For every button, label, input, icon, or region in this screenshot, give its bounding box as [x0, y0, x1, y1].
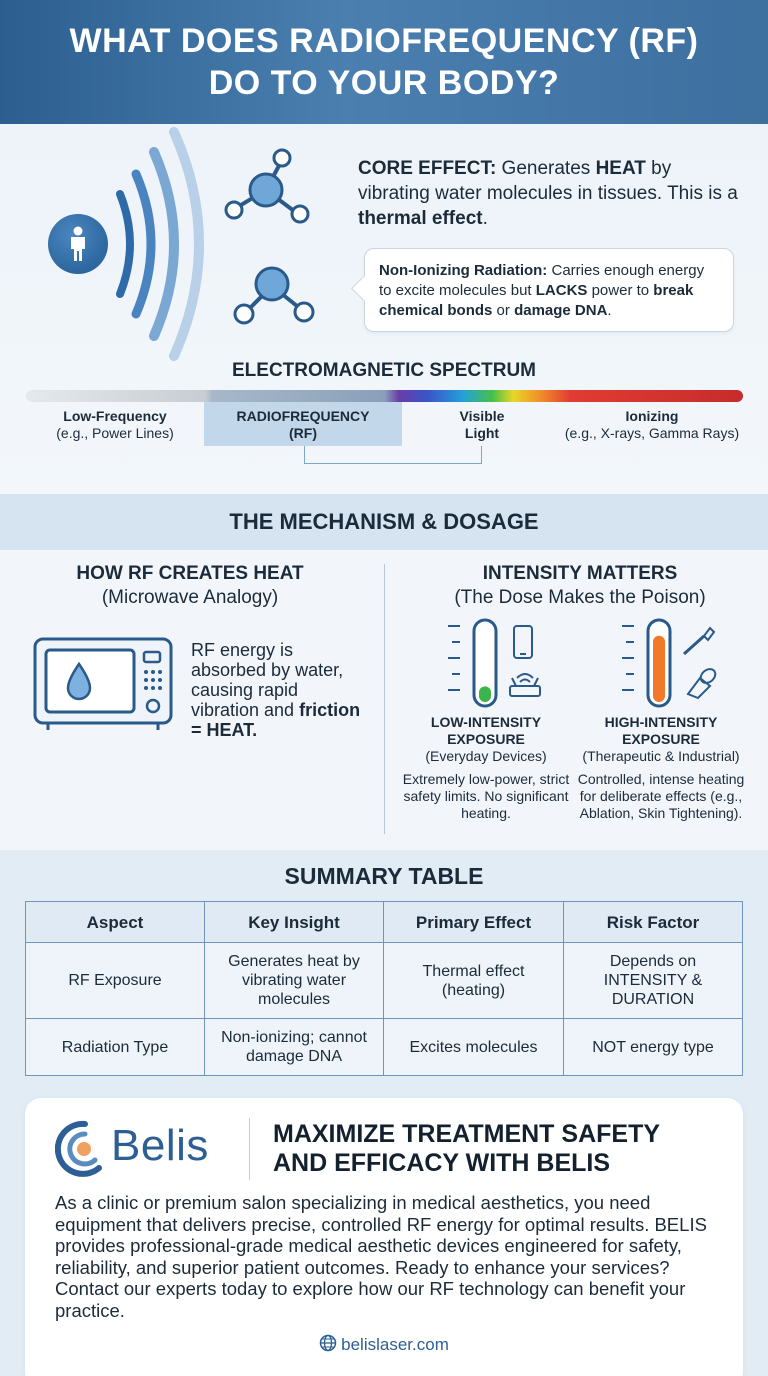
table-row: [26, 1019, 743, 1076]
table-cell: Radiation Type: [26, 1019, 205, 1076]
title-line-1: WHAT DOES RADIOFREQUENCY (RF): [69, 22, 699, 60]
medical-probe-icon: [680, 624, 720, 658]
phone-icon: [512, 624, 534, 660]
spectrum-title: ELECTROMAGNETIC SPECTRUM: [232, 360, 536, 381]
summary-section: [0, 850, 768, 1096]
table-cell: Excites molecules: [384, 1019, 564, 1076]
mechanism-section: [0, 550, 768, 850]
spectrum-bracket: [304, 446, 482, 464]
table-header-row: [26, 902, 743, 943]
spectrum-label-visible: Visible Light: [459, 408, 505, 441]
water-molecule-icon-2: [232, 260, 322, 330]
handpiece-icon: [682, 664, 718, 700]
water-molecule-icon: [222, 148, 314, 226]
spectrum-label-ionizing: Ionizing (e.g., X-rays, Gamma Rays): [564, 408, 740, 441]
table-header: Key Insight: [205, 902, 384, 943]
spectrum-label-rf: RADIOFREQUENCY (RF): [236, 408, 370, 441]
cta-card: [25, 1098, 743, 1376]
high-intensity-thermometer: [618, 618, 678, 710]
page-title: [69, 20, 698, 104]
wifi-router-icon: [508, 668, 542, 700]
cta-title: MAXIMIZE TREATMENT SAFETY AND EFFICACY WITH BELIS: [273, 1120, 660, 1177]
high-intensity-label: HIGH-INTENSITY EXPOSURE (Therapeutic & Industrial) Controlled, intense heating for deliberate effects (e.g., Ablation, Skin Tightening).: [577, 714, 745, 821]
spectrum-label-low-frequency: Low-Frequency (e.g., Power Lines): [56, 408, 174, 441]
belis-logo-icon: [55, 1120, 109, 1178]
table-row: [26, 943, 743, 1019]
cta-body: As a clinic or premium salon specializing in medical aesthetics, you need equipment that delivers precise, controlled RF energy for optimal results. BELIS provides professional-grade medical aesthetic devices engineered for safety, reliability, and superior patient outcomes. Ready to enhance your services? Contact our experts today to explore how our RF technology can benefit your practice.: [55, 1192, 707, 1321]
table-cell: Depends on INTENSITY & DURATION: [564, 943, 743, 1019]
mechanism-section-title: THE MECHANISM & DOSAGE: [0, 494, 768, 550]
summary-table: [25, 901, 743, 1076]
page-header: [0, 0, 768, 124]
title-line-2: DO TO YOUR BODY?: [208, 64, 560, 102]
low-intensity-thermometer: [444, 618, 504, 710]
non-ionizing-callout: Non-Ionizing Radiation: Carries enough energy to excite molecules but LACKS power to break chemical bonds or damage DNA.: [364, 248, 734, 332]
table-header: Primary Effect: [384, 902, 564, 943]
low-intensity-fill: [479, 686, 491, 702]
high-intensity-fill: [653, 636, 665, 702]
how-rf-heading: HOW RF CREATES HEAT (Microwave Analogy): [76, 563, 304, 608]
table-cell: RF Exposure: [26, 943, 205, 1019]
table-cell: Generates heat by vibrating water molecules: [205, 943, 384, 1019]
summary-title: SUMMARY TABLE: [284, 863, 484, 889]
website-link-text[interactable]: belislaser.com: [341, 1334, 449, 1354]
microwave-explanation: RF energy is absorbed by water, causing rapid vibration and friction = HEAT.: [191, 640, 361, 740]
spectrum-bar: [26, 390, 743, 402]
table-header: Aspect: [26, 902, 205, 943]
intro-section: [0, 124, 768, 494]
intensity-heading: INTENSITY MATTERS (The Dose Makes the Poison): [454, 563, 706, 608]
globe-icon: [319, 1334, 337, 1357]
belis-logo-text: Belis: [111, 1121, 209, 1170]
logo-divider: [249, 1118, 250, 1180]
table-cell: Non-ionizing; cannot damage DNA: [205, 1019, 384, 1076]
microwave-icon: [32, 636, 174, 732]
table-cell: Thermal effect (heating): [384, 943, 564, 1019]
column-divider: [384, 564, 385, 834]
core-effect-text: CORE EFFECT: Generates HEAT by vibrating water molecules in tissues. This is a thermal effect.: [358, 158, 738, 229]
low-intensity-label: LOW-INTENSITY EXPOSURE (Everyday Devices) Extremely low-power, strict safety limits. No significant heating.: [402, 714, 570, 821]
person-icon: [48, 214, 108, 274]
table-cell: NOT energy type: [564, 1019, 743, 1076]
table-header: Risk Factor: [564, 902, 743, 943]
website-link[interactable]: [25, 1334, 743, 1357]
